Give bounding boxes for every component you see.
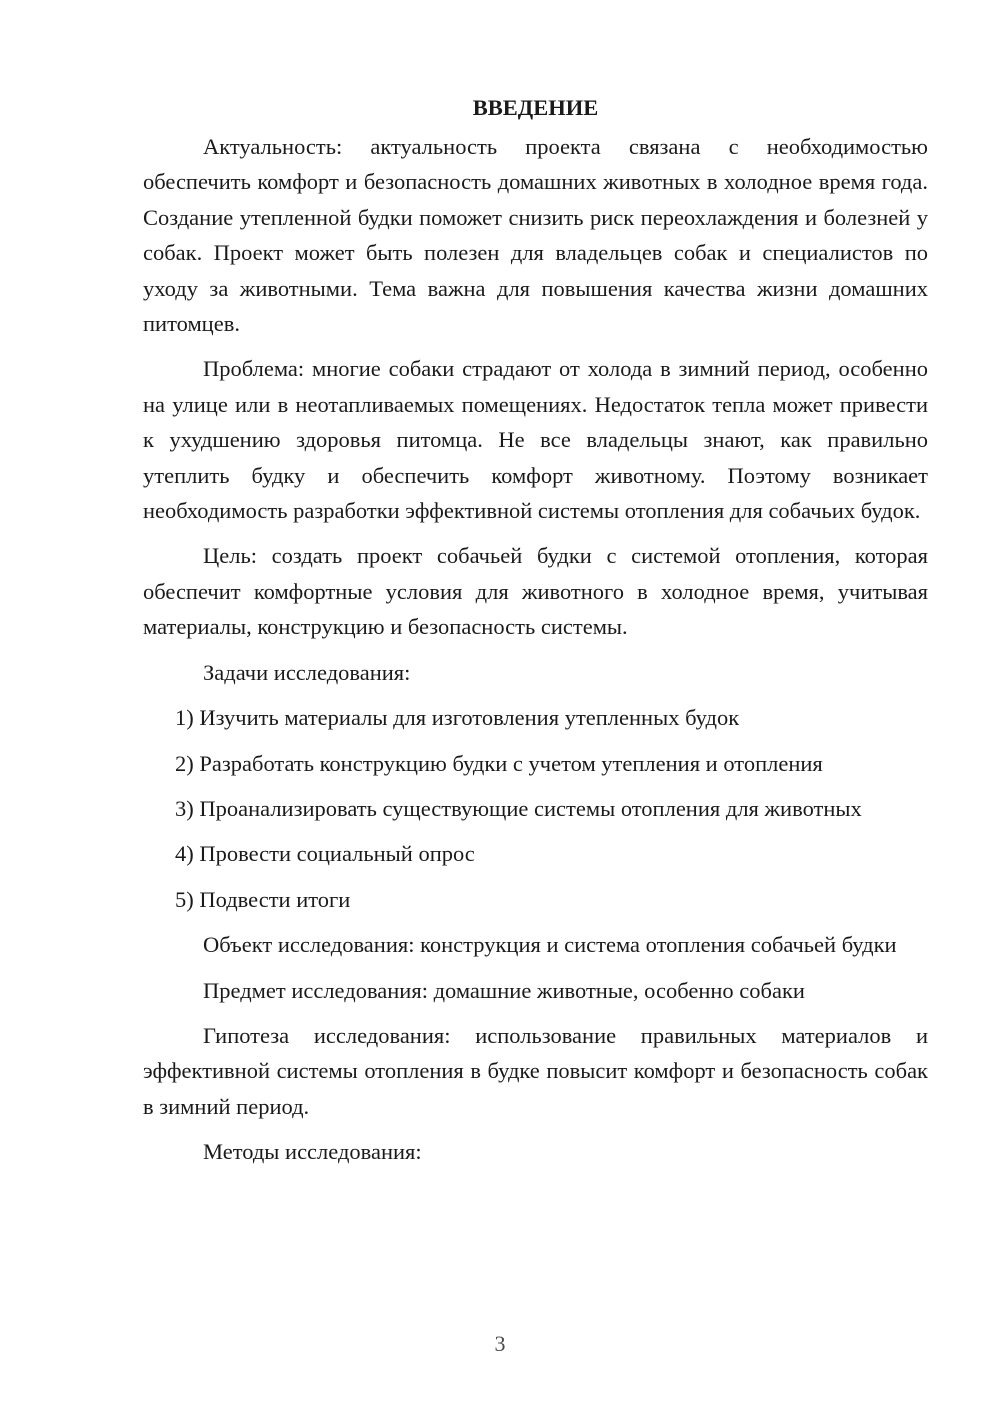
paragraph-hypothesis: Гипотеза исследования: использование правильных материалов и эффективной системы отопления в будке повысит комфорт и безопасность собак в зимний период.: [143, 1022, 928, 1119]
section-heading: ВВЕДЕНИЕ: [472, 95, 599, 120]
page-number: 3: [494, 1331, 506, 1356]
paragraph-object: Объект исследования: конструкция и система отопления собачьей будки: [203, 932, 897, 958]
paragraph-tasks-title: Задачи исследования:: [203, 659, 411, 685]
paragraph-goal: Цель: создать проект собачьей будки с системой отопления, которая обеспечит комфортные условия для животного в холодное время, учитывая материалы, конструкцию и безопасность системы.: [143, 543, 928, 640]
task-item-5: 5) Подвести итоги: [175, 886, 351, 912]
task-item-1: 1) Изучить материалы для изготовления утепленных будок: [175, 705, 740, 731]
task-item-4: 4) Провести социальный опрос: [175, 841, 475, 867]
paragraph-subject: Предмет исследования: домашние животные, особенно собаки: [203, 977, 805, 1003]
task-item-2: 2) Разработать конструкцию будки с учетом утепления и отопления: [175, 750, 823, 776]
page-content: [143, 90, 928, 1180]
task-item-3: 3) Проанализировать существующие системы отопления для животных: [175, 795, 862, 821]
paragraph-methods: Методы исследования:: [203, 1139, 422, 1165]
paragraph-relevance: Актуальность: актуальность проекта связана с необходимостью обеспечить комфорт и безопасность домашних животных в холодное время года. Создание утепленной будки поможет снизить риск переохлаждения и болезней у собак. Проект может быть полезен для владельцев собак и специалистов по уходу за животными. Тема важна для повышения качества жизни домашних питомцев.: [143, 134, 928, 337]
paragraph-problem: Проблема: многие собаки страдают от холода в зимний период, особенно на улице или в неотапливаемых помещениях. Недостаток тепла может привести к ухудшению здоровья питомца. Не все владельцы знают, как правильно утеплить будку и обеспечить комфорт животному. Поэтому возникает необходимость разработки эффективной системы отопления для собачьих будок.: [143, 356, 928, 524]
